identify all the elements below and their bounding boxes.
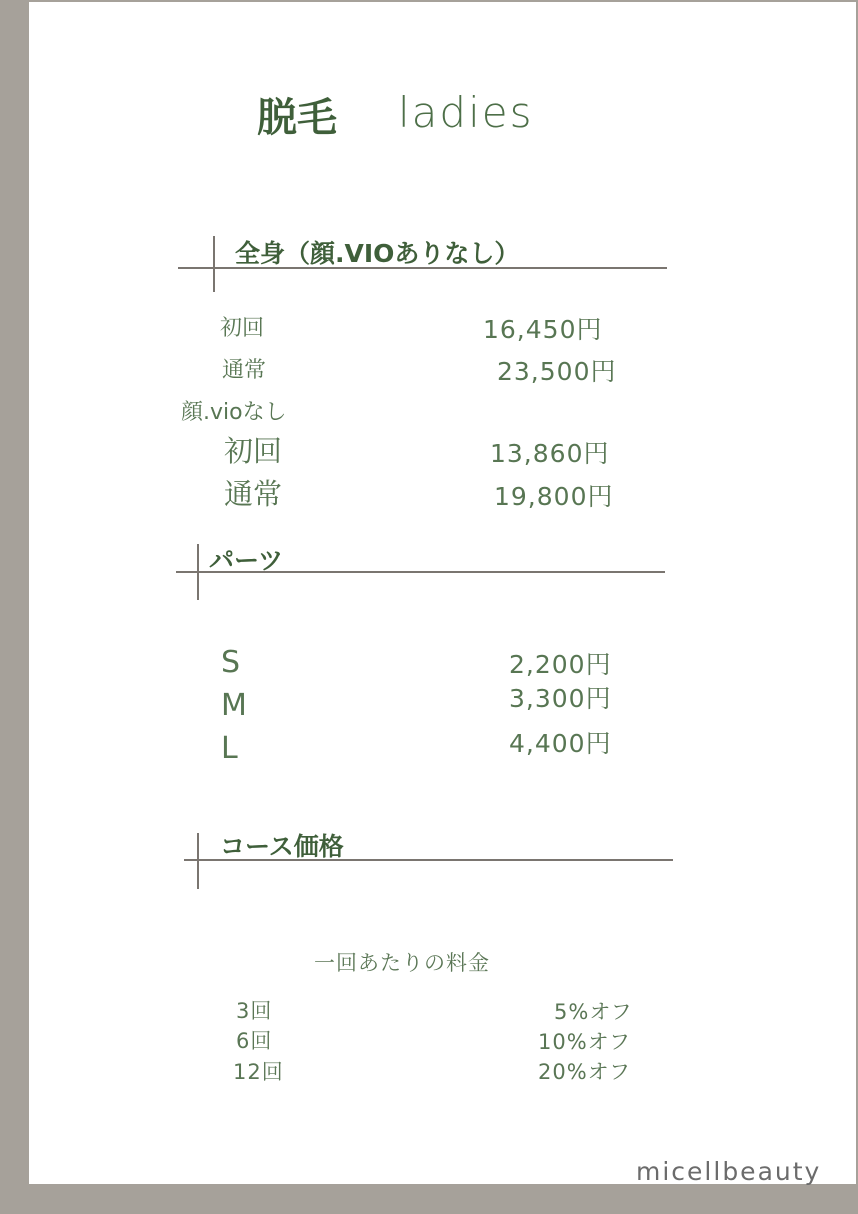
course-count: 3回	[236, 999, 273, 1023]
section-heading-course: コース価格	[220, 832, 344, 861]
section-heading-parts: パーツ	[209, 546, 284, 575]
size-label: M	[221, 688, 247, 723]
page-title-jp: 脱毛	[257, 95, 337, 141]
sub-heading-no-face-vio: 顔.vioなし	[181, 400, 287, 425]
price-row-value: 23,500円	[497, 357, 617, 386]
section-divider-vertical	[213, 236, 215, 292]
size-price: 2,200円	[509, 650, 612, 679]
menu-paper	[29, 2, 856, 1184]
course-discount: 10%オフ	[538, 1030, 632, 1054]
size-price: 3,300円	[509, 684, 612, 713]
size-label: S	[221, 645, 241, 680]
section-heading-full-body: 全身（顔.VIOありなし）	[235, 239, 520, 268]
price-row-value: 16,450円	[483, 315, 603, 344]
price-row-value: 13,860円	[490, 439, 610, 468]
page-title-en: ladies	[398, 88, 534, 137]
size-label: L	[221, 731, 238, 766]
price-row-label: 通常	[224, 477, 283, 511]
size-price: 4,400円	[509, 729, 612, 758]
brand-name: micellbeauty	[636, 1157, 822, 1186]
price-row-value: 19,800円	[494, 482, 614, 511]
course-count: 12回	[233, 1060, 284, 1084]
course-discount: 20%オフ	[538, 1060, 632, 1084]
price-row-label: 初回	[220, 316, 265, 341]
section-divider-vertical	[197, 833, 199, 889]
price-row-label: 初回	[224, 434, 283, 468]
course-discount: 5%オフ	[554, 1000, 633, 1024]
course-note: 一回あたりの料金	[314, 951, 490, 975]
price-row-label: 通常	[222, 358, 267, 383]
course-count: 6回	[236, 1029, 273, 1053]
